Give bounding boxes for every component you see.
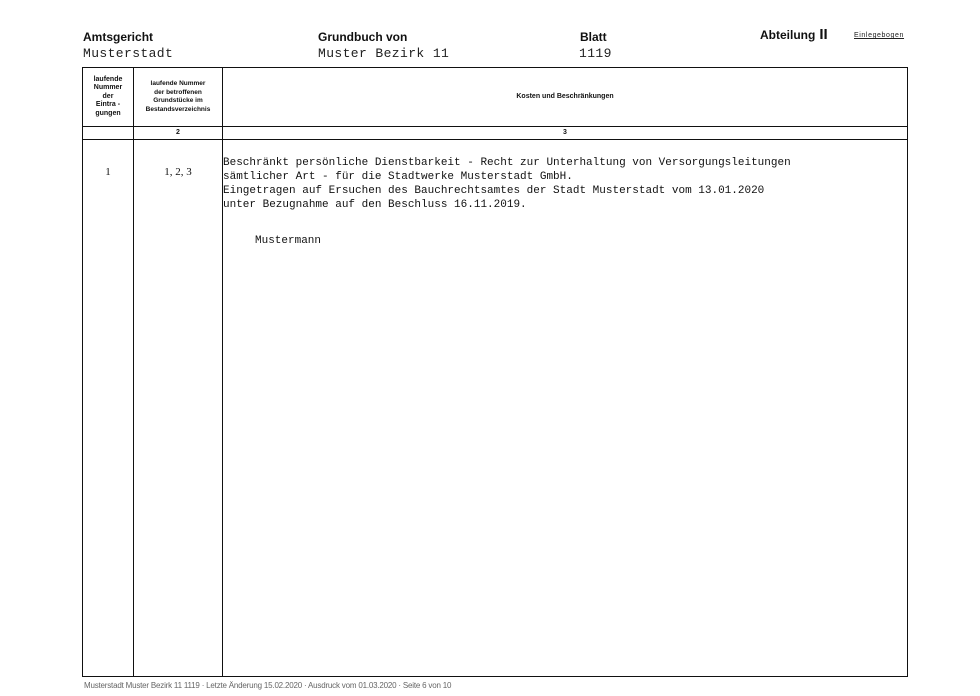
header-line: Grundstücke im bbox=[153, 97, 203, 104]
column-header-lasten bbox=[223, 68, 907, 126]
entry-text-line: Eingetragen auf Ersuchen des Bauchrechtsamtes der Stadt Musterstadt vom 13.01.2020 bbox=[223, 185, 765, 197]
header-line: gungen bbox=[95, 109, 121, 117]
header-line: Eintra - bbox=[95, 101, 121, 109]
entry-text bbox=[223, 156, 907, 212]
einlegebogen-link[interactable]: Einlegebogen bbox=[854, 32, 905, 39]
grundbuch-value: Muster Bezirk 11 bbox=[318, 46, 450, 61]
header-line: laufende bbox=[93, 75, 123, 83]
entry-text-line: sämtlicher Art - für die Stadtwerke Musterstadt GmbH. bbox=[223, 171, 573, 183]
header-line: Nummer bbox=[93, 84, 123, 92]
amtsgericht-value: Musterstadt bbox=[83, 46, 174, 61]
entry-grundstuecke: 1, 2, 3 bbox=[164, 166, 192, 178]
entry-number: 1 bbox=[105, 166, 111, 178]
abteilung-heading bbox=[760, 26, 828, 43]
entry-text-line: unter Bezugnahme auf den Beschluss 16.11.2019. bbox=[223, 199, 527, 211]
page-footer: Musterstadt Muster Bezirk 11 1119 · Letzte Änderung 15.02.2020 · Ausdruck vom 01.03.2020 · Seite 6 von 10 bbox=[84, 681, 452, 690]
column-number-3: 3 bbox=[563, 129, 567, 136]
column-divider bbox=[133, 68, 134, 676]
column-number-1 bbox=[83, 126, 133, 139]
entry-signature: Mustermann bbox=[255, 235, 322, 247]
column-number-2: 2 bbox=[176, 129, 180, 136]
header-line: laufende Nummer bbox=[150, 80, 206, 87]
header-line: der bbox=[102, 92, 114, 100]
entries-table bbox=[82, 67, 908, 677]
header-line: Bestandsverzeichnis bbox=[145, 105, 211, 113]
abteilung-label: Abteilung bbox=[760, 28, 816, 42]
blatt-label: Blatt bbox=[580, 30, 607, 44]
header-line: der betroffenen bbox=[154, 88, 202, 96]
abteilung-roman-number: II bbox=[819, 26, 828, 43]
column-header-lfd-nr bbox=[83, 68, 133, 126]
column-header-grundstuecke bbox=[134, 68, 222, 126]
amtsgericht-label: Amtsgericht bbox=[83, 30, 154, 44]
column-number-divider bbox=[83, 139, 907, 140]
blatt-value: 1119 bbox=[579, 46, 612, 61]
header-line: Kosten und Beschränkungen bbox=[516, 92, 614, 100]
grundbuch-label: Grundbuch von bbox=[318, 30, 408, 44]
entry-text-line: Beschränkt persönliche Dienstbarkeit - Recht zur Unterhaltung von Versorgungsleitungen bbox=[223, 157, 791, 169]
